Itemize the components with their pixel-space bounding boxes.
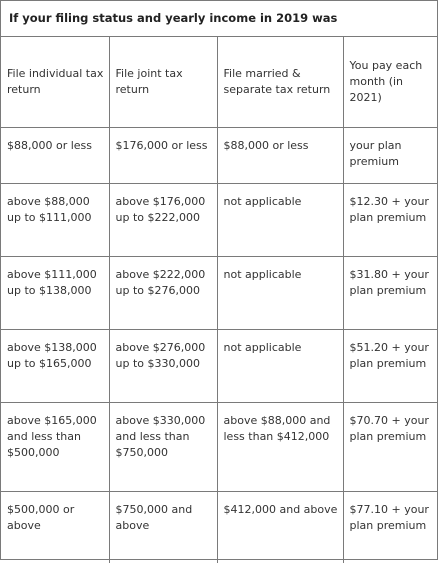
cell-monthly-pay: $70.70 + your plan premium	[343, 403, 437, 492]
cell-married-separate: $88,000 or less	[217, 128, 343, 184]
table-row	[1, 330, 437, 403]
cell-individual: above $111,000 up to $138,000	[1, 257, 109, 330]
cell-monthly-pay: $77.10 + your plan premium	[343, 492, 437, 563]
cell-married-separate: not applicable	[217, 330, 343, 403]
cell-married-separate: $412,000 and above	[217, 492, 343, 563]
cell-monthly-pay: $51.20 + your plan premium	[343, 330, 437, 403]
premium-table	[1, 37, 437, 563]
cell-individual: $500,000 or above	[1, 492, 109, 563]
col-header-joint: File joint tax return	[109, 37, 217, 128]
cell-joint: $750,000 and above	[109, 492, 217, 563]
cell-monthly-pay: $12.30 + your plan premium	[343, 184, 437, 257]
col-header-individual: File individual tax return	[1, 37, 109, 128]
cell-individual: above $165,000 and less than $500,000	[1, 403, 109, 492]
cell-married-separate: above $88,000 and less than $412,000	[217, 403, 343, 492]
table-row	[1, 184, 437, 257]
cell-individual: $88,000 or less	[1, 128, 109, 184]
cell-monthly-pay: your plan premium	[343, 128, 437, 184]
table-row	[1, 128, 437, 184]
cell-married-separate: not applicable	[217, 257, 343, 330]
cell-joint: above $222,000 up to $276,000	[109, 257, 217, 330]
col-header-monthly-pay: You pay each month (in 2021)	[343, 37, 437, 128]
header-row	[1, 37, 437, 128]
cell-joint: above $330,000 and less than $750,000	[109, 403, 217, 492]
table-row	[1, 257, 437, 330]
cell-joint: above $176,000 up to $222,000	[109, 184, 217, 257]
cell-individual: above $138,000 up to $165,000	[1, 330, 109, 403]
table-row	[1, 492, 437, 563]
cell-individual: above $88,000 up to $111,000	[1, 184, 109, 257]
col-header-married-separate: File married & separate tax return	[217, 37, 343, 128]
cell-joint: above $276,000 up to $330,000	[109, 330, 217, 403]
cell-joint: $176,000 or less	[109, 128, 217, 184]
table-caption: If your filing status and yearly income in 2019 was	[1, 1, 437, 37]
table-row	[1, 403, 437, 492]
cell-married-separate: not applicable	[217, 184, 343, 257]
cell-monthly-pay: $31.80 + your plan premium	[343, 257, 437, 330]
